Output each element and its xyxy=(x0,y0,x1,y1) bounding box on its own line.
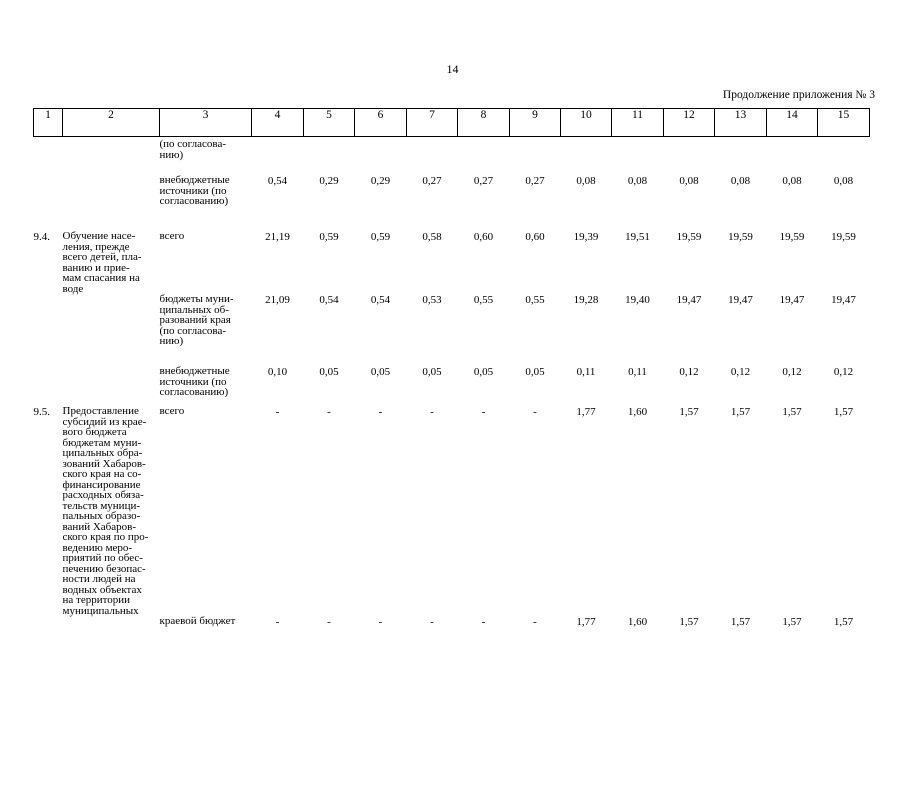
value-cell: 0,05 xyxy=(422,366,442,378)
budget-table xyxy=(33,108,870,806)
header-cell: 2 xyxy=(63,109,160,137)
measure-name xyxy=(63,616,160,806)
header-cell: 7 xyxy=(407,109,458,137)
value-cell: 1,57 xyxy=(833,616,854,628)
value-cell: 0,55 xyxy=(525,294,545,306)
funding-source: внебюджетные источники (по согласованию) xyxy=(159,174,230,207)
value-cell: 0,59 xyxy=(370,231,391,243)
value-cell: 19,59 xyxy=(831,231,856,243)
item-number xyxy=(34,175,63,231)
value-cell: 0,05 xyxy=(319,366,339,378)
funding-source: краевой бюджет xyxy=(159,615,236,627)
value-cell: 1,57 xyxy=(730,406,751,418)
value-cell: 0,08 xyxy=(679,175,699,187)
measure-name xyxy=(63,294,160,366)
value-cell xyxy=(664,137,715,176)
item-number: 9.5. xyxy=(33,406,50,418)
value-cell: - xyxy=(481,406,486,418)
value-cell: 0,08 xyxy=(576,175,596,187)
value-cell: - xyxy=(481,616,486,628)
value-cell: 0,05 xyxy=(370,366,391,378)
value-cell: 0,29 xyxy=(370,175,391,187)
value-cell: 0,08 xyxy=(730,175,751,187)
value-cell xyxy=(767,137,818,176)
value-cell: 0,27 xyxy=(473,175,494,187)
header-cell: 6 xyxy=(355,109,407,137)
value-cell: 0,27 xyxy=(525,175,545,187)
value-cell: 19,59 xyxy=(779,231,805,243)
header-cell: 8 xyxy=(458,109,510,137)
table-row xyxy=(34,231,870,294)
value-cell: 0,11 xyxy=(576,366,596,378)
item-number xyxy=(34,294,63,366)
value-cell: 19,39 xyxy=(573,231,599,243)
value-cell: 0,08 xyxy=(833,175,854,187)
value-cell: 0,12 xyxy=(782,366,802,378)
value-cell: - xyxy=(533,406,537,418)
value-cell: 1,60 xyxy=(627,616,648,628)
value-cell xyxy=(715,137,767,176)
value-cell: - xyxy=(430,616,434,628)
value-cell: - xyxy=(275,616,280,628)
item-number xyxy=(34,616,63,806)
value-cell: 1,57 xyxy=(679,616,699,628)
value-cell: 0,58 xyxy=(422,231,442,243)
value-cell xyxy=(304,137,355,176)
header-cell: 11 xyxy=(612,109,664,137)
value-cell: 0,10 xyxy=(267,366,288,378)
funding-source: всего xyxy=(159,230,185,242)
value-cell: 19,40 xyxy=(625,294,650,306)
header-cell: 3 xyxy=(160,109,252,137)
header-cell: 12 xyxy=(664,109,715,137)
value-cell: - xyxy=(430,406,434,418)
value-cell: - xyxy=(327,616,331,628)
funding-source: (по согласова- нию) xyxy=(159,138,226,161)
value-cell: 19,59 xyxy=(728,231,753,243)
value-cell: 0,11 xyxy=(628,366,647,378)
value-cell: 19,47 xyxy=(676,294,702,306)
value-cell xyxy=(510,137,561,176)
value-cell xyxy=(252,137,304,176)
value-cell: 0,55 xyxy=(473,294,494,306)
value-cell: - xyxy=(275,406,280,418)
header-cell: 4 xyxy=(252,109,304,137)
value-cell: 1,60 xyxy=(627,406,648,418)
value-cell: 0,27 xyxy=(422,175,442,187)
header-cell: 15 xyxy=(818,109,870,137)
value-cell: 1,77 xyxy=(576,406,596,418)
value-cell: 0,29 xyxy=(319,175,339,187)
value-cell: 0,60 xyxy=(473,231,494,243)
header-row xyxy=(34,109,870,137)
table-row xyxy=(34,616,870,806)
header-cell: 9 xyxy=(510,109,561,137)
value-cell: 19,51 xyxy=(625,231,650,243)
measure-name xyxy=(63,175,160,231)
table-row xyxy=(34,137,870,176)
header-cell: 1 xyxy=(34,109,63,137)
measure-name: Обучение насе- ления, прежде всего детей, пла- ванию и прие- мам спасания на воде xyxy=(62,230,142,295)
item-number xyxy=(34,137,63,176)
value-cell: 0,12 xyxy=(679,366,699,378)
page-number: 14 xyxy=(446,62,459,76)
value-cell: 21,09 xyxy=(265,294,290,306)
value-cell: 0,60 xyxy=(525,231,545,243)
value-cell: 0,54 xyxy=(267,175,288,187)
funding-source: бюджеты муни- ципальных об- разований края (по согласова- нию) xyxy=(159,293,234,347)
value-cell: 19,28 xyxy=(573,294,599,306)
value-cell xyxy=(407,137,458,176)
value-cell: 1,57 xyxy=(679,406,699,418)
table-row xyxy=(34,406,870,616)
value-cell: 0,08 xyxy=(627,175,648,187)
table-row xyxy=(34,175,870,231)
value-cell: 1,57 xyxy=(730,616,751,628)
item-number: 9.4. xyxy=(33,231,50,243)
value-cell: 0,59 xyxy=(319,231,339,243)
value-cell: - xyxy=(327,406,331,418)
value-cell: 21,19 xyxy=(265,231,290,243)
value-cell: 1,77 xyxy=(576,616,596,628)
header-cell: 14 xyxy=(767,109,818,137)
value-cell xyxy=(818,137,870,176)
appendix-continuation-label: Продолжение приложения № 3 xyxy=(722,89,875,101)
value-cell: 19,47 xyxy=(831,294,856,306)
value-cell xyxy=(355,137,407,176)
value-cell: 1,57 xyxy=(782,616,802,628)
value-cell: 0,53 xyxy=(422,294,442,306)
value-cell: 0,54 xyxy=(319,294,339,306)
value-cell: 0,12 xyxy=(833,366,854,378)
measure-name: Предоставление субсидий из крае- вого бюджета бюджетам муни- ципальных обра- зований Хабаров- ского края на со- финансирование расходных обяза- тельств муници- пальных образо- ваний Хабаров- ского края по про- ведению меро- приятий по обес- печению безопас- ности людей на водных объектах на территории муниципальных xyxy=(62,405,149,617)
measure-name xyxy=(63,366,160,406)
value-cell: - xyxy=(378,616,383,628)
table-row xyxy=(34,366,870,406)
item-number xyxy=(34,366,63,406)
value-cell: - xyxy=(533,616,537,628)
funding-source: внебюджетные источники (по согласованию) xyxy=(159,365,230,398)
value-cell xyxy=(561,137,612,176)
header-cell: 13 xyxy=(715,109,767,137)
header-cell: 10 xyxy=(561,109,612,137)
funding-source: всего xyxy=(159,405,185,417)
value-cell: 0,54 xyxy=(370,294,391,306)
value-cell: 0,12 xyxy=(730,366,751,378)
value-cell: 1,57 xyxy=(782,406,802,418)
value-cell: 1,57 xyxy=(833,406,854,418)
value-cell: 0,05 xyxy=(473,366,494,378)
value-cell: 0,08 xyxy=(782,175,802,187)
value-cell xyxy=(612,137,664,176)
value-cell: - xyxy=(378,406,383,418)
header-cell: 5 xyxy=(304,109,355,137)
measure-name xyxy=(63,137,160,176)
value-cell: 19,47 xyxy=(779,294,805,306)
value-cell: 19,59 xyxy=(676,231,702,243)
value-cell: 19,47 xyxy=(728,294,753,306)
value-cell xyxy=(458,137,510,176)
table-row xyxy=(34,294,870,366)
value-cell: 0,05 xyxy=(525,366,545,378)
